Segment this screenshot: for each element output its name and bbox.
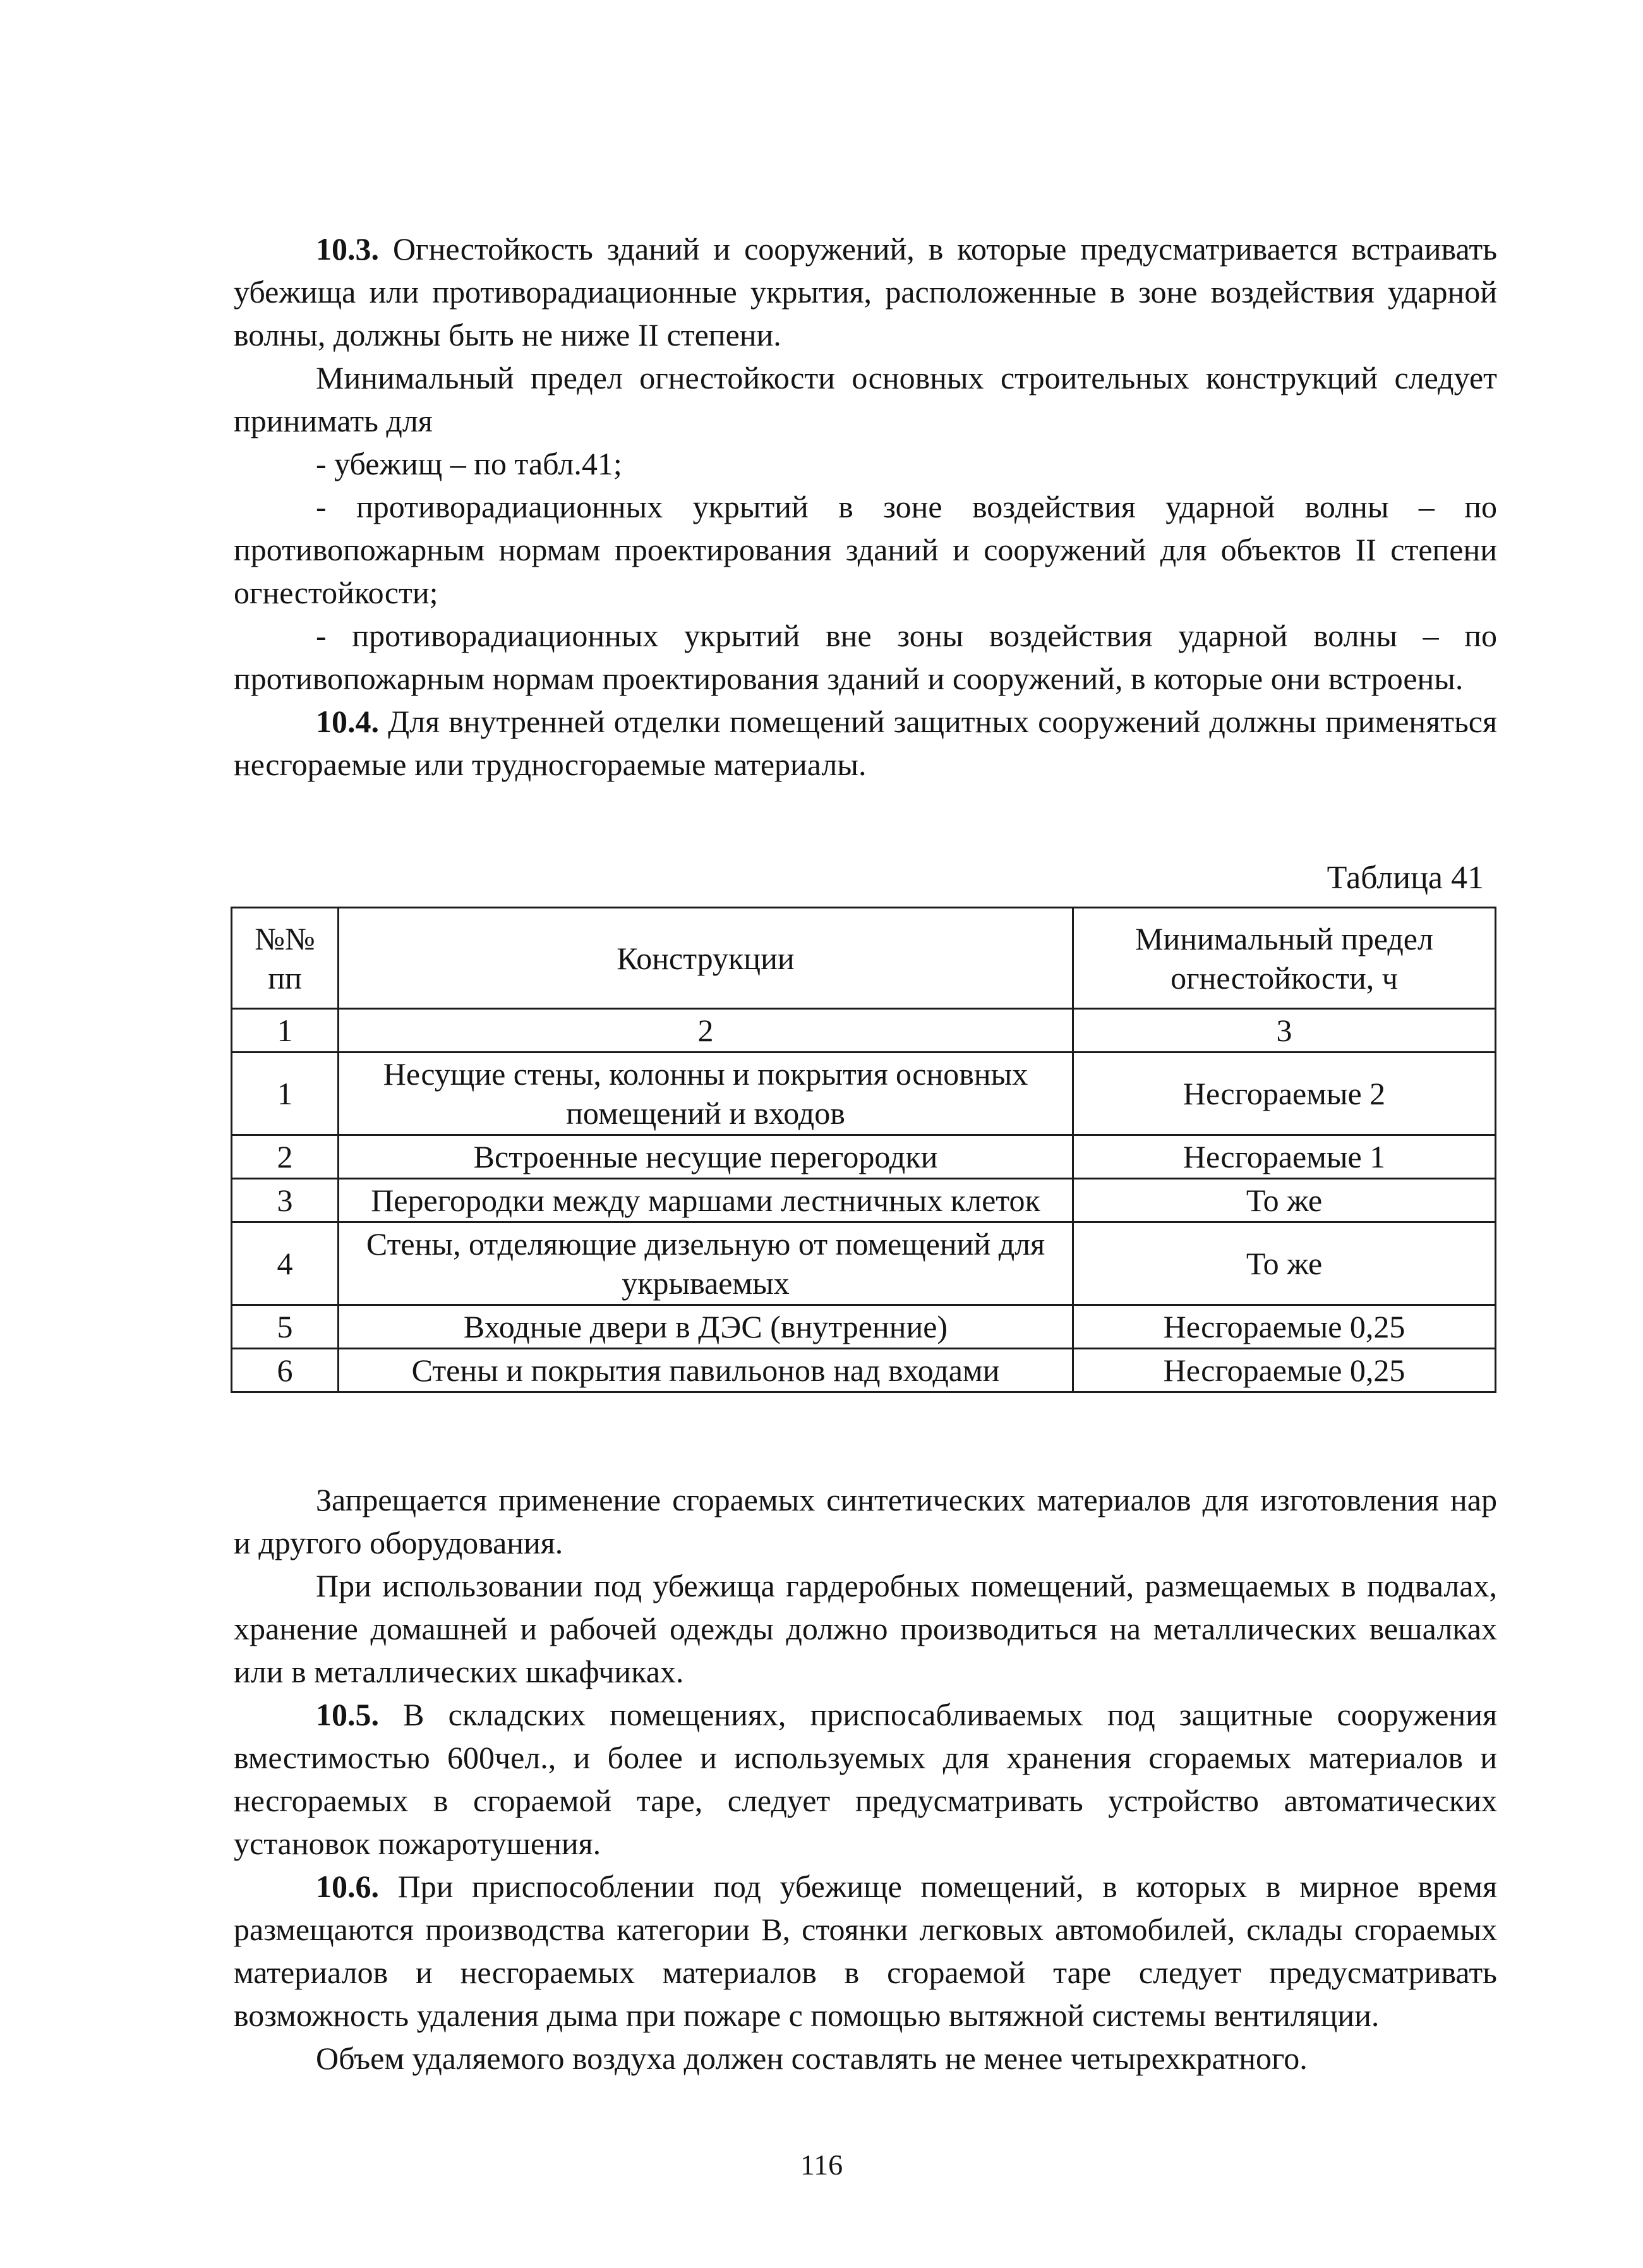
list-item-in-zone: - противорадиационных укрытий в зоне воздействия ударной волны – по противопожарным нормам проектирования зданий и сооружений для объектов II степени огнестойкости; [234, 489, 1497, 610]
row-construction: Несущие стены, колонны и покрытия основных помещений и входов [339, 1053, 1073, 1135]
paragraph-text: Огнестойкость зданий и сооружений, в которые предусматривается встраивать убежища или противорадиационные укрытия, расположенные в зоне воздействия ударной волны, должны быть не ниже II степени. [234, 231, 1498, 353]
paragraph-prohibition: Запрещается применение сгораемых синтетических материалов для изготовления нар и другого оборудования. [234, 1482, 1497, 1560]
paragraph-wardrobe: При использовании под убежища гардеробных помещений, размещаемых в подвалах, хранение домашней и рабочей одежды должно производиться на металлических вешалках или в металлических шкафчиках. [234, 1568, 1497, 1689]
paragraph-10-3 [234, 227, 1497, 356]
row-construction: Входные двери в ДЭС (внутренние) [339, 1305, 1073, 1349]
table-row [232, 1135, 1496, 1179]
column-number: 1 [232, 1009, 339, 1053]
table-41 [231, 907, 1496, 1393]
column-number: 2 [339, 1009, 1073, 1053]
table-column-numbers-row [232, 1009, 1496, 1053]
row-construction: Стены и покрытия павильонов над входами [339, 1349, 1073, 1392]
row-number: 3 [232, 1179, 339, 1222]
paragraph-text: Для внутренней отделки помещений защитных сооружений должны применяться несгораемые или трудносгораемые материалы. [234, 704, 1497, 782]
paragraph-text: При приспособлении под убежище помещений, в которых в мирное время размещаются производства категории В, стоянки легковых автомобилей, склады сгораемых материалов и несгораемых материалов в сгораемой таре следует предусматривать возможность удаления дыма при пожаре с помощью вытяжной системы вентиляции. [234, 1869, 1497, 2033]
section-number: 10.4. [316, 704, 379, 739]
paragraph-10-5 [234, 1693, 1497, 1865]
text-block-top [234, 227, 1497, 786]
table-row [232, 1053, 1496, 1135]
row-number: 2 [232, 1135, 339, 1179]
row-limit: Несгораемые 0,25 [1073, 1305, 1496, 1349]
text-block-bottom [234, 1478, 1497, 2080]
row-construction: Встроенные несущие перегородки [339, 1135, 1073, 1179]
section-number: 10.6. [316, 1869, 379, 1904]
table-row [232, 1349, 1496, 1392]
table-caption: Таблица 41 [1327, 860, 1484, 896]
paragraph-min-limit: Минимальный предел огнестойкости основных строительных конструкций следует принимать для [234, 360, 1497, 438]
row-number: 4 [232, 1222, 339, 1305]
paragraph-text: В складских помещениях, приспосабливаемых под защитные сооружения вместимостью 600чел., и более и используемых для хранения сгораемых материалов и несгораемых в сгораемой таре, следует предусматривать устройство автоматических установок пожаротушения. [234, 1697, 1497, 1861]
page-number: 116 [800, 2149, 843, 2181]
row-number: 1 [232, 1053, 339, 1135]
row-limit: То же [1073, 1179, 1496, 1222]
paragraph-10-4 [234, 700, 1497, 786]
table-row [232, 1305, 1496, 1349]
header-fire-limit: Минимальный предел огнестойкости, ч [1073, 908, 1496, 1009]
column-number: 3 [1073, 1009, 1496, 1053]
list-item-shelters: - убежищ – по табл.41; [316, 446, 622, 481]
table-header-row [232, 908, 1496, 1009]
paragraph-10-6 [234, 1865, 1497, 2037]
table-row [232, 1179, 1496, 1222]
row-limit: Несгораемые 2 [1073, 1053, 1496, 1135]
header-constructions: Конструкции [339, 908, 1073, 1009]
list-item-out-zone: - противорадиационных укрытий вне зоны воздействия ударной волны – по противопожарным нормам проектирования зданий и сооружений, в которые они встроены. [234, 618, 1497, 696]
row-limit: Несгораемые 1 [1073, 1135, 1496, 1179]
table-row [232, 1222, 1496, 1305]
row-limit: Несгораемые 0,25 [1073, 1349, 1496, 1392]
paragraph-air-volume: Объем удаляемого воздуха должен составлять не менее четырехкратного. [316, 2041, 1308, 2076]
header-number: №№ пп [232, 908, 339, 1009]
row-construction: Стены, отделяющие дизельную от помещений для укрываемых [339, 1222, 1073, 1305]
row-construction: Перегородки между маршами лестничных клеток [339, 1179, 1073, 1222]
section-number: 10.5. [316, 1697, 379, 1732]
section-number: 10.3. [316, 231, 379, 267]
row-limit: То же [1073, 1222, 1496, 1305]
row-number: 5 [232, 1305, 339, 1349]
row-number: 6 [232, 1349, 339, 1392]
